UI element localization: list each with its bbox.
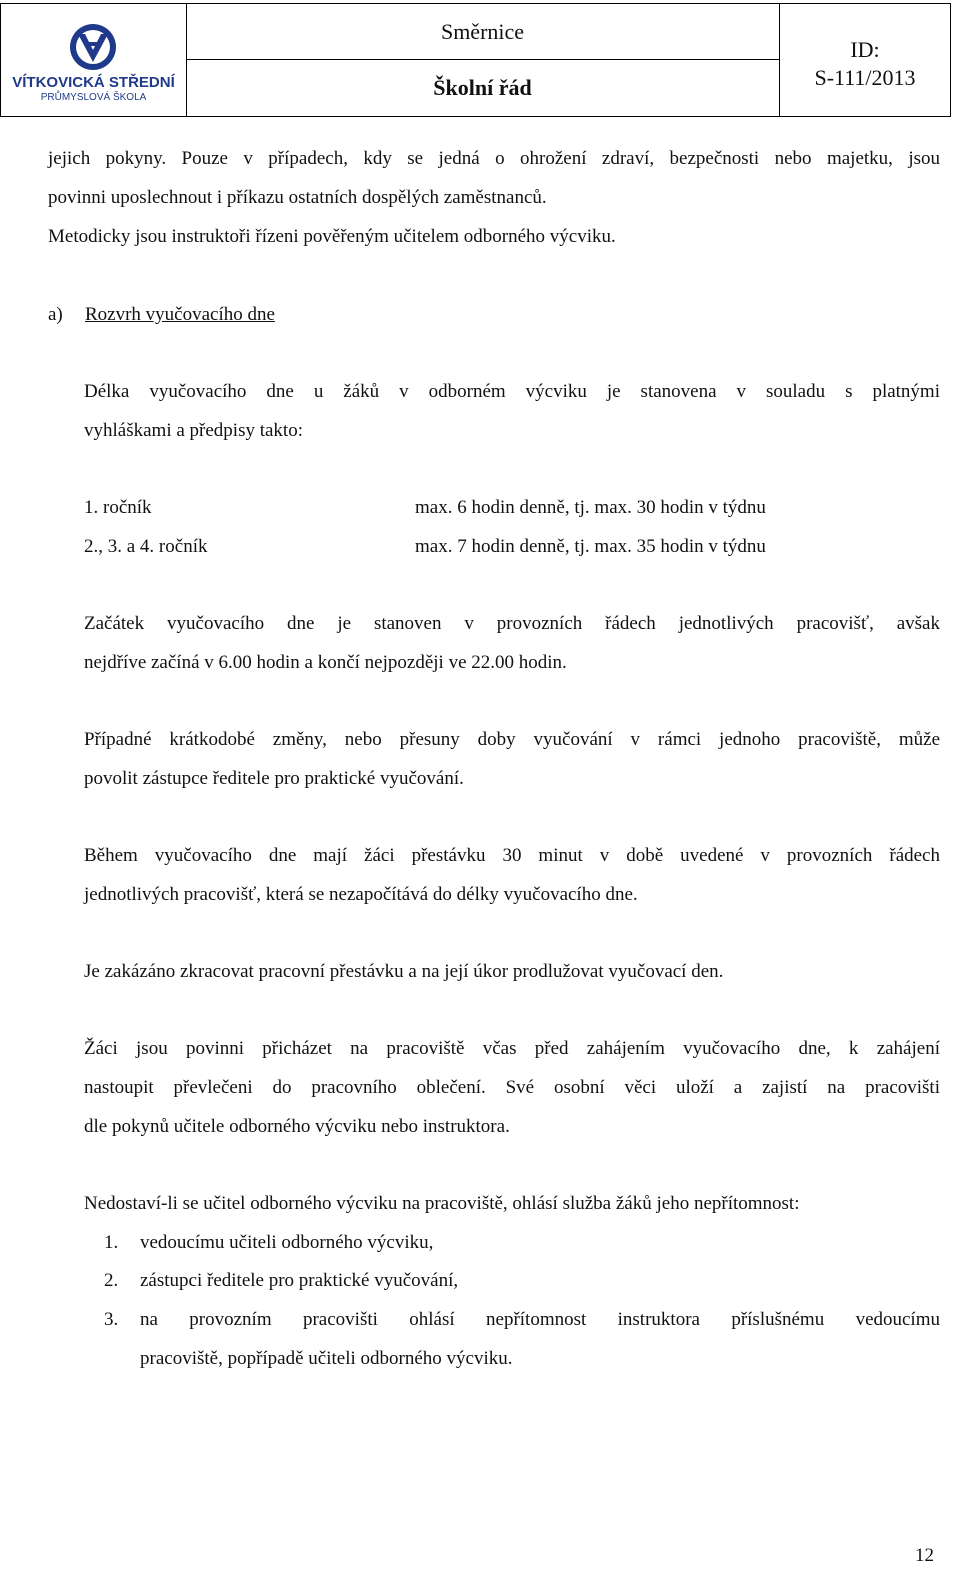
list-item-3-text-line-2: pracoviště, popřípadě učiteli odborného výcviku.: [140, 1348, 513, 1369]
page-number: 12: [915, 1545, 934, 1566]
intro-line-2: povinni uposlechnout i příkazu ostatních dospělých zaměstnanců.: [48, 187, 547, 208]
para-absent: Nedostaví-li se učitel odborného výcviku na pracoviště, ohlásí služba žáků jeho nepřítomnost:: [84, 1193, 800, 1214]
section-marker: a): [48, 304, 63, 325]
title-cell: [186, 4, 780, 116]
intro-line-1: jejich pokyny. Pouze v případech, kdy se jedná o ohrožení zdraví, bezpečnosti nebo majetku, jsou: [48, 148, 940, 169]
schedule-hours-1: max. 6 hodin denně, tj. max. 30 hodin v týdnu: [415, 497, 766, 518]
para-break-line-2: jednotlivých pracovišť, která se nezapočítává do délky vyučovacího dne.: [84, 884, 638, 905]
list-item-3-number: 3.: [104, 1309, 119, 1330]
para-start-line-1: Začátek vyučovacího dne je stanoven v provozních řádech jednotlivých pracovišť, avšak: [84, 613, 940, 634]
document-header: [0, 3, 951, 117]
para-length-line-2: vyhláškami a předpisy takto:: [84, 420, 303, 441]
para-start-line-2: nejdříve začíná v 6.00 hodin a končí nejpozději ve 22.00 hodin.: [84, 652, 567, 673]
section-title: Rozvrh vyučovacího dne: [85, 304, 275, 325]
para-break-line-1: Během vyučovacího dne mají žáci přestávku 30 minut v době uvedené v provozních řádech: [84, 845, 940, 866]
list-item-3-text-line-1: na provozním pracovišti ohlásí nepřítomnost instruktora příslušnému vedoucímu: [140, 1309, 940, 1330]
para-length-line-1: Délka vyučovacího dne u žáků v odborném výcviku je stanovena v souladu s platnými: [84, 381, 940, 402]
para-changes-line-1: Případné krátkodobé změny, nebo přesuny doby vyučování v rámci jednoho pracoviště, může: [84, 729, 940, 750]
id-value: S-111/2013: [814, 65, 916, 90]
logo-cell: [1, 4, 187, 116]
id-cell: [779, 4, 951, 116]
para-arrive-line-2: nastoupit převlečeni do pracovního oblečení. Své osobní věci uloží a zajistí na pracovišti: [84, 1077, 940, 1098]
schedule-grade-2: 2., 3. a 4. ročník: [84, 536, 208, 557]
list-item-2-number: 2.: [104, 1270, 119, 1291]
school-logo-icon: [67, 22, 119, 72]
list-item-2-text: zástupci ředitele pro praktické vyučování,: [140, 1270, 459, 1291]
para-arrive-line-1: Žáci jsou povinni přicházet na pracoviště včas před zahájením vyučovacího dne, k zahájení: [84, 1038, 940, 1059]
document-title: Školní řád: [433, 75, 532, 100]
logo-school-name: VÍTKOVICKÁ STŘEDNÍ: [12, 74, 175, 91]
list-item-1-text: vedoucímu učiteli odborného výcviku,: [140, 1232, 434, 1253]
intro-line-3: Metodicky jsou instruktoři řízeni pověřeným učitelem odborného výcviku.: [48, 226, 616, 247]
para-forbid: Je zakázáno zkracovat pracovní přestávku a na její úkor prodlužovat vyučovací den.: [84, 961, 724, 982]
schedule-grade-1: 1. ročník: [84, 497, 152, 518]
schedule-hours-2: max. 7 hodin denně, tj. max. 35 hodin v týdnu: [415, 536, 766, 557]
list-item-1-number: 1.: [104, 1232, 119, 1253]
document-type: Směrnice: [186, 4, 779, 60]
para-changes-line-2: povolit zástupce ředitele pro praktické vyučování.: [84, 768, 464, 789]
id-label: ID:: [850, 37, 880, 62]
logo-school-subtitle: PRŮMYSLOVÁ ŠKOLA: [40, 92, 147, 103]
para-arrive-line-3: dle pokynů učitele odborného výcviku nebo instruktora.: [84, 1116, 510, 1137]
